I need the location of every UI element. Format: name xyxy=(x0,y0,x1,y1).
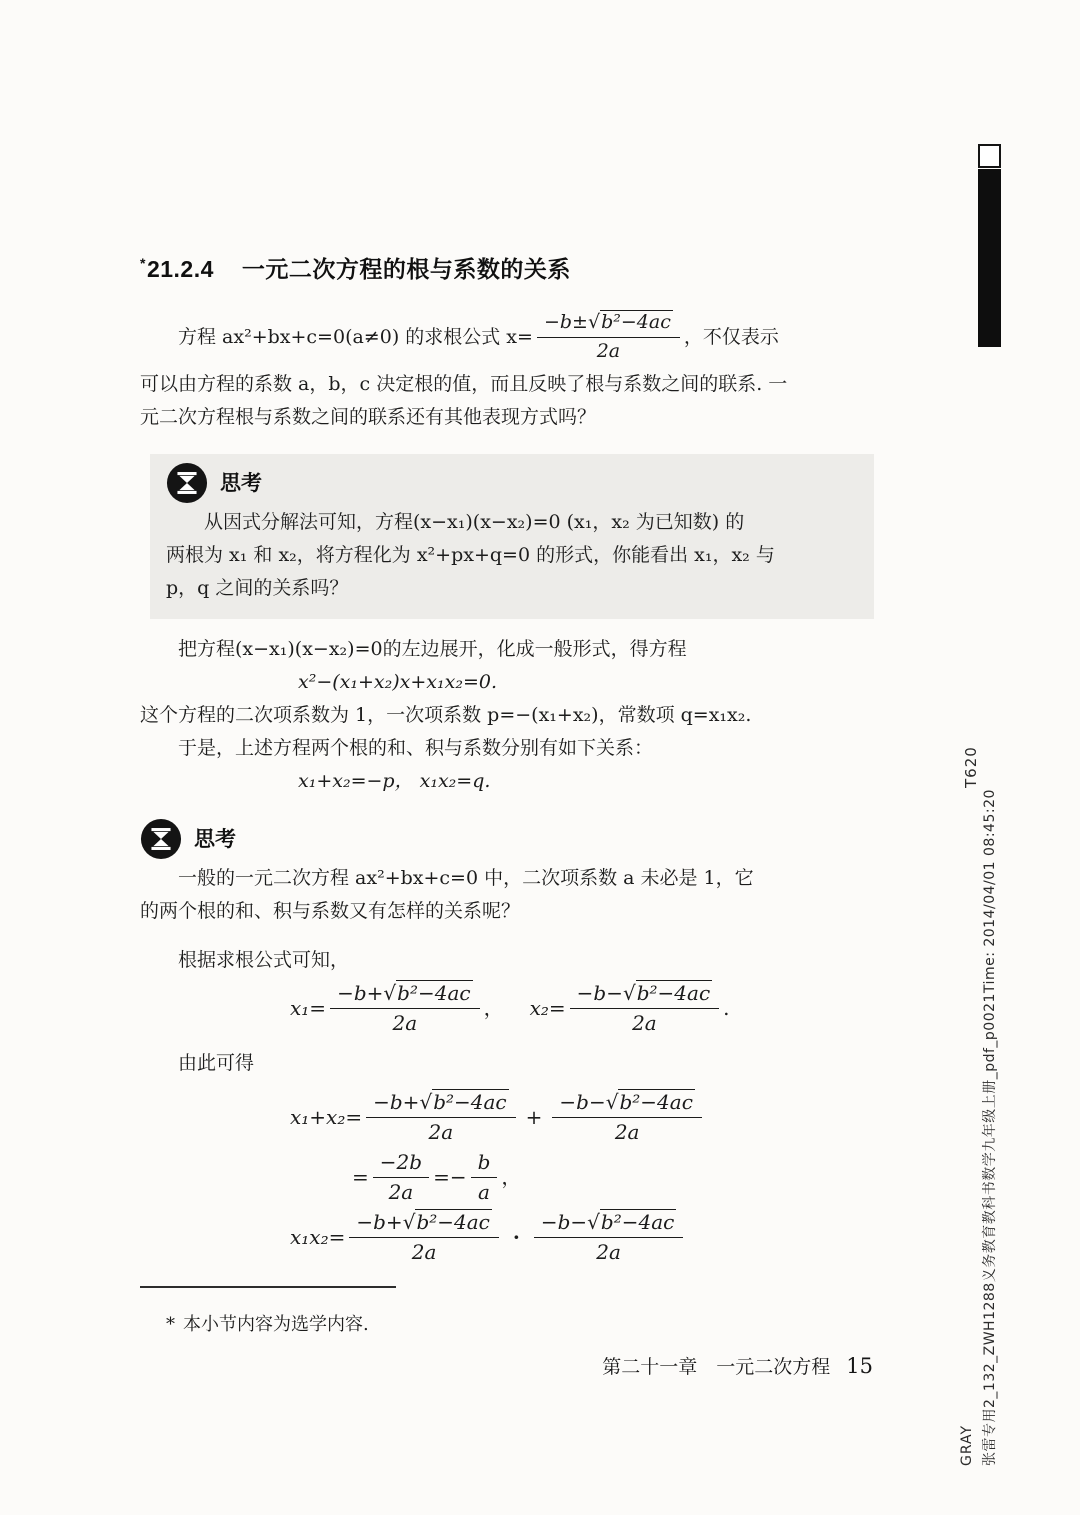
page-content xyxy=(140,248,874,1341)
fraction-denominator: a xyxy=(478,1180,490,1204)
fraction-numerator: −b−√b²−4ac xyxy=(552,1088,702,1118)
sum-fraction-2 xyxy=(552,1088,702,1146)
quadratic-formula-fraction xyxy=(537,309,680,364)
conclude-intro: 由此可得 xyxy=(178,1052,255,1074)
intro-line-1 xyxy=(140,306,874,368)
x2-label: x₂= xyxy=(529,995,566,1020)
think1-line-2: 两根为 x₁ 和 x₂，将方程化为 x²+px+q=0 的形式，你能看出 x₁，x₂ 与 xyxy=(166,544,775,566)
scan-binding-mark xyxy=(978,144,1001,347)
section-heading xyxy=(140,248,874,284)
fraction-denominator: 2a xyxy=(596,340,621,362)
think2-line-1: 一般的一元二次方程 ax²+bx+c=0 中，二次项系数 a 未必是 1，它 xyxy=(178,867,754,889)
footnote-marker: * xyxy=(166,1314,175,1335)
watermark-text: 张雷专用2_132_ZWH1288义务教育教科书数学九年级上册_pdf_p0021Time: 2014/04/01 08:45:20 xyxy=(982,789,998,1466)
margin-code-t620: T620 xyxy=(962,746,980,788)
roots-period: . xyxy=(723,995,730,1020)
think-hourglass-icon xyxy=(140,818,182,860)
fraction-denominator: 2a xyxy=(632,1011,657,1035)
think-label: 思考 xyxy=(194,827,236,851)
footnote-text: 本小节内容为选学内容. xyxy=(183,1314,369,1335)
fraction-numerator: −b−√b²−4ac xyxy=(534,1208,684,1238)
equals-minus-sign: =− xyxy=(433,1164,467,1189)
product-formula-row xyxy=(290,1206,874,1268)
vieta-relations-equation: x₁+x₂=−p， x₁x₂=q. xyxy=(298,770,491,792)
think1-line-3: p，q 之间的关系吗？ xyxy=(166,577,349,599)
chapter-title: 第二十一章 一元二次方程 xyxy=(602,1356,831,1378)
binding-mark-outline xyxy=(978,144,1001,168)
equals-sign: = xyxy=(352,1164,369,1189)
fraction-numerator: −2b xyxy=(373,1148,429,1178)
comma: ， xyxy=(501,1164,522,1189)
fraction-numerator: b xyxy=(471,1148,498,1178)
roots-intro: 根据求根公式可知， xyxy=(178,949,350,971)
page-footer xyxy=(140,1352,873,1379)
think-hourglass-icon xyxy=(166,462,208,504)
derivation-line-3: 于是，上述方程两个根的和、积与系数分别有如下关系： xyxy=(178,737,654,759)
think-section-2 xyxy=(140,818,874,928)
result-fraction-1 xyxy=(373,1148,429,1206)
sum-formula-row xyxy=(290,1086,874,1148)
fraction-denominator: 2a xyxy=(596,1240,621,1264)
fraction-denominator: 2a xyxy=(411,1240,437,1264)
roots-separator: ， xyxy=(483,995,504,1020)
product-fraction-1 xyxy=(349,1208,499,1266)
result-fraction-2 xyxy=(471,1148,498,1206)
expanded-equation: x²−(x₁+x₂)x+x₁x₂=0. xyxy=(298,671,498,693)
sum-label: x₁+x₂= xyxy=(290,1104,363,1129)
section-title: 一元二次方程的根与系数的关系 xyxy=(241,256,571,282)
product-label: x₁x₂= xyxy=(290,1224,346,1249)
fraction-denominator: 2a xyxy=(428,1120,454,1144)
think-label: 思考 xyxy=(220,471,262,495)
roots-formula-row xyxy=(290,977,874,1039)
think-box xyxy=(150,454,874,619)
fraction-denominator: 2a xyxy=(392,1011,418,1035)
fraction-numerator: −b−√b²−4ac xyxy=(570,979,720,1009)
intro-text-after-formula: ，不仅表示 xyxy=(683,325,779,348)
watermark-gray-label: GRAY xyxy=(959,1424,975,1466)
fraction-denominator: 2a xyxy=(388,1180,414,1204)
section-number: 21.2.4 xyxy=(146,256,214,282)
fraction-denominator: 2a xyxy=(614,1120,640,1144)
think-header xyxy=(140,818,874,860)
think1-line-1: 从因式分解法可知，方程(x−x₁)(x−x₂)=0 (x₁，x₂ 为已知数) 的 xyxy=(204,511,745,533)
derivation-block xyxy=(140,633,874,798)
x1-fraction xyxy=(330,979,480,1037)
footnote-rule xyxy=(140,1286,396,1288)
think-header xyxy=(166,462,858,504)
fraction-numerator: −b+√b²−4ac xyxy=(330,979,480,1009)
sum-fraction-1 xyxy=(366,1088,516,1146)
think2-line-2: 的两个根的和、积与系数又有怎样的关系呢？ xyxy=(140,900,521,922)
fraction-numerator: −b±√b²−4ac xyxy=(537,309,680,338)
fraction-numerator: −b+√b²−4ac xyxy=(366,1088,516,1118)
intro-line-2: 可以由方程的系数 a，b，c 决定根的值，而且反映了根与系数之间的联系. 一 xyxy=(140,373,788,395)
intro-line-3: 元二次方程根与系数之间的联系还有其他表现方式吗？ xyxy=(140,406,597,428)
page-number: 15 xyxy=(846,1354,873,1378)
x2-fraction xyxy=(570,979,720,1037)
derivation-line-2: 这个方程的二次项系数为 1，一次项系数 p=−(x₁+x₂)，常数项 q=x₁x₂. xyxy=(140,704,752,726)
x1-label: x₁= xyxy=(290,995,327,1020)
footnote xyxy=(140,1308,874,1341)
plus-operator: + xyxy=(525,1104,543,1129)
fraction-numerator: −b+√b²−4ac xyxy=(349,1208,499,1238)
dot-operator: · xyxy=(512,1224,520,1249)
heading-asterisk: * xyxy=(140,255,146,271)
derivation-line-1: 把方程(x−x₁)(x−x₂)=0的左边展开，化成一般形式，得方程 xyxy=(178,638,687,660)
binding-mark-bar xyxy=(978,169,1001,347)
product-fraction-2 xyxy=(534,1208,684,1266)
sum-result-row xyxy=(352,1148,874,1206)
intro-text-before-formula: 方程 ax²+bx+c=0(a≠0) 的求根公式 x= xyxy=(178,325,533,348)
